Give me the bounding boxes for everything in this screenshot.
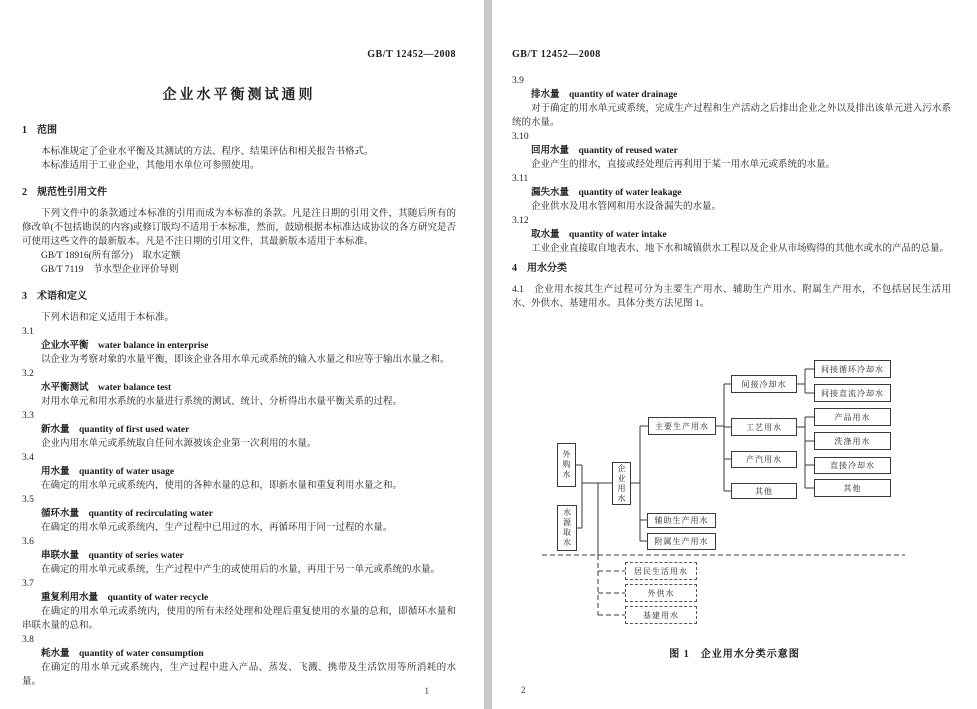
section-2-heading: 2 规范性引用文件 [22,187,107,198]
term-number: 3.10 [512,132,529,142]
term-number: 3.5 [22,495,34,505]
diagram-node-enterprise-water: 企业用水 [612,462,631,505]
term-number: 3.1 [22,327,34,337]
term-name: 串联水量 quantity of series water [41,551,184,561]
term-definition: 在确定的用水单元或系统，生产过程中产生的或使用后的水量，再用于另一单元或系统的水量。 [41,565,441,575]
diagram-node-steam-production-water: 产汽用水 [731,451,797,468]
term-number: 3.6 [22,537,34,547]
document-page-1 [0,0,484,709]
term-3-5 [22,493,456,535]
term-3-6 [22,535,456,577]
section-1-paragraph-2: 本标准适用于工业企业，其他用水单位可参照使用。 [41,161,260,171]
term-definition: 工业企业直接取自地表水、地下水和城镇供水工程以及企业从市场购得的其他水或水的产品的总量。 [531,244,950,254]
term-name: 重复利用水量 quantity of water recycle [41,593,209,603]
term-number: 3.2 [22,369,34,379]
term-name: 排水量 quantity of water drainage [531,90,678,100]
figure-1-caption: 图 1 企业用水分类示意图 [669,649,800,660]
diagram-node-other-main: 其他 [731,483,797,499]
term-3-11 [512,172,951,214]
term-definition: 在确定的用水单元或系统内，生产过程中已用过的水，再循环用于同一过程的水量。 [41,523,393,533]
term-definition: 在确定的用水单元或系统内，使用的所有未经处理和处理后重复使用的水量的总和，即循环水量和串联水量的总和。 [22,607,456,631]
term-name: 企业水平衡 water balance in enterprise [41,341,209,351]
diagram-node-attached-production-water: 附属生产用水 [647,533,716,550]
term-name: 循环水量 quantity of recirculating water [41,509,213,519]
diagram-node-indirect-circulating-cooling-water: 间接循环冷却水 [814,360,891,378]
term-definition: 在确定的用水单元或系统内，生产过程中进入产品、蒸发、飞溅、携带及生活饮用等所消耗的水量。 [22,663,456,687]
page-gutter-divider [484,0,492,709]
term-3-7 [22,577,456,633]
normative-reference-2: GB/T 7119 节水型企业评价导则 [41,265,179,275]
document-page-2 [492,0,977,709]
term-number: 3.9 [512,76,524,86]
section-4-heading: 4 用水分类 [512,263,567,274]
term-definition: 对用水单元和用水系统的水量进行系统的测试、统计、分析得出水量平衡关系的过程。 [41,397,403,407]
term-3-2 [22,367,456,409]
term-3-1 [22,325,456,367]
term-3-9 [512,74,951,130]
standard-number-header-right: GB/T 12452—2008 [512,49,601,60]
water-classification-diagram [542,352,912,632]
term-number: 3.7 [22,579,34,589]
diagram-node-external-supply-water: 外供水 [625,584,697,602]
term-number: 3.4 [22,453,34,463]
section-1-heading: 1 范围 [22,125,57,136]
section-3-paragraph-1: 下列术语和定义适用于本标准。 [41,313,175,323]
page-number: 1 [424,686,429,696]
diagram-node-product-water: 产品用水 [814,408,891,426]
normative-reference-1: GB/T 18916(所有部分) 取水定额 [41,251,181,261]
term-definition: 在确定的用水单元或系统内，使用的各种水量的总和，即新水量和重复利用水量之和。 [41,481,403,491]
term-name: 新水量 quantity of first used water [41,425,190,435]
term-definition: 以企业为考察对象的水量平衡，即该企业各用水单元或系统的输入水量之和应等于输出水量之和。 [41,355,450,365]
diagram-node-purchased-water: 外购水 [557,443,576,487]
diagram-node-indirect-cooling-water: 间接冷却水 [731,375,797,393]
term-definition: 企业供水及用水管网和用水设备漏失的水量。 [531,202,722,212]
document-title: 企业水平衡测试通则 [162,88,316,103]
term-number: 3.8 [22,635,34,645]
diagram-node-source-intake: 水源取水 [557,505,577,551]
diagram-node-indirect-once-through-cooling-water: 间接直流冷却水 [814,384,891,402]
section-2-paragraph-1: 下列文件中的条款通过本标准的引用而成为本标准的条款。凡是注日期的引用文件，其随后所有的修改单(不包括勘误的内容)或修订版均不适用于本标准，然而，鼓励根据本标准达成协议的各方研究是否可使用这些文件的最新版本。凡是不注日期的引用文件，其最新版本适用于本标准。 [22,209,456,247]
term-definition: 企业内用水单元或系统取自任何水源被该企业第一次利用的水量。 [41,439,317,449]
term-name: 耗水量 quantity of water consumption [41,649,204,659]
diagram-node-other-process: 其他 [814,479,891,497]
standard-number-header-left: GB/T 12452—2008 [367,49,456,60]
term-name: 取水量 quantity of water intake [531,230,667,240]
page-number: 2 [521,685,526,695]
diagram-node-construction-water: 基建用水 [625,606,697,624]
term-3-4 [22,451,456,493]
term-name: 用水量 quantity of water usage [41,467,175,477]
term-3-10 [512,130,951,172]
term-number: 3.3 [22,411,34,421]
term-3-12 [512,214,951,256]
diagram-node-auxiliary-production-water: 辅助生产用水 [647,513,716,528]
term-definition: 企业产生的排水，直接或经处理后再利用于某一用水单元或系统的水量。 [531,160,836,170]
section-3-heading: 3 术语和定义 [22,291,87,302]
section-1-paragraph-1: 本标准规定了企业水平衡及其测试的方法、程序、结果评估和相关报告书格式。 [41,147,374,157]
diagram-node-residential-water: 居民生活用水 [625,562,697,580]
term-3-3 [22,409,456,451]
term-definition: 对于确定的用水单元或系统，完成生产过程和生产活动之后排出企业之外以及排出该单元进入污水系统的水量。 [512,104,951,128]
diagram-node-main-production-water: 主要生产用水 [648,417,716,435]
term-number: 3.11 [512,174,529,184]
term-number: 3.12 [512,216,529,226]
diagram-node-washing-water: 洗涤用水 [814,432,891,450]
term-3-8 [22,633,456,689]
clause-4-1-paragraph: 4.1 企业用水按其生产过程可分为主要生产用水、辅助生产用水、附属生产用水，不包括居民生活用水、外供水、基建用水。具体分类方法见图 1。 [512,285,951,309]
term-name: 漏失水量 quantity of water leakage [531,188,682,198]
diagram-node-process-water: 工艺用水 [731,418,797,436]
diagram-node-direct-cooling-water: 直接冷却水 [814,457,891,474]
term-name: 水平衡测试 water balance test [41,383,172,393]
term-name: 回用水量 quantity of reused water [531,146,678,156]
